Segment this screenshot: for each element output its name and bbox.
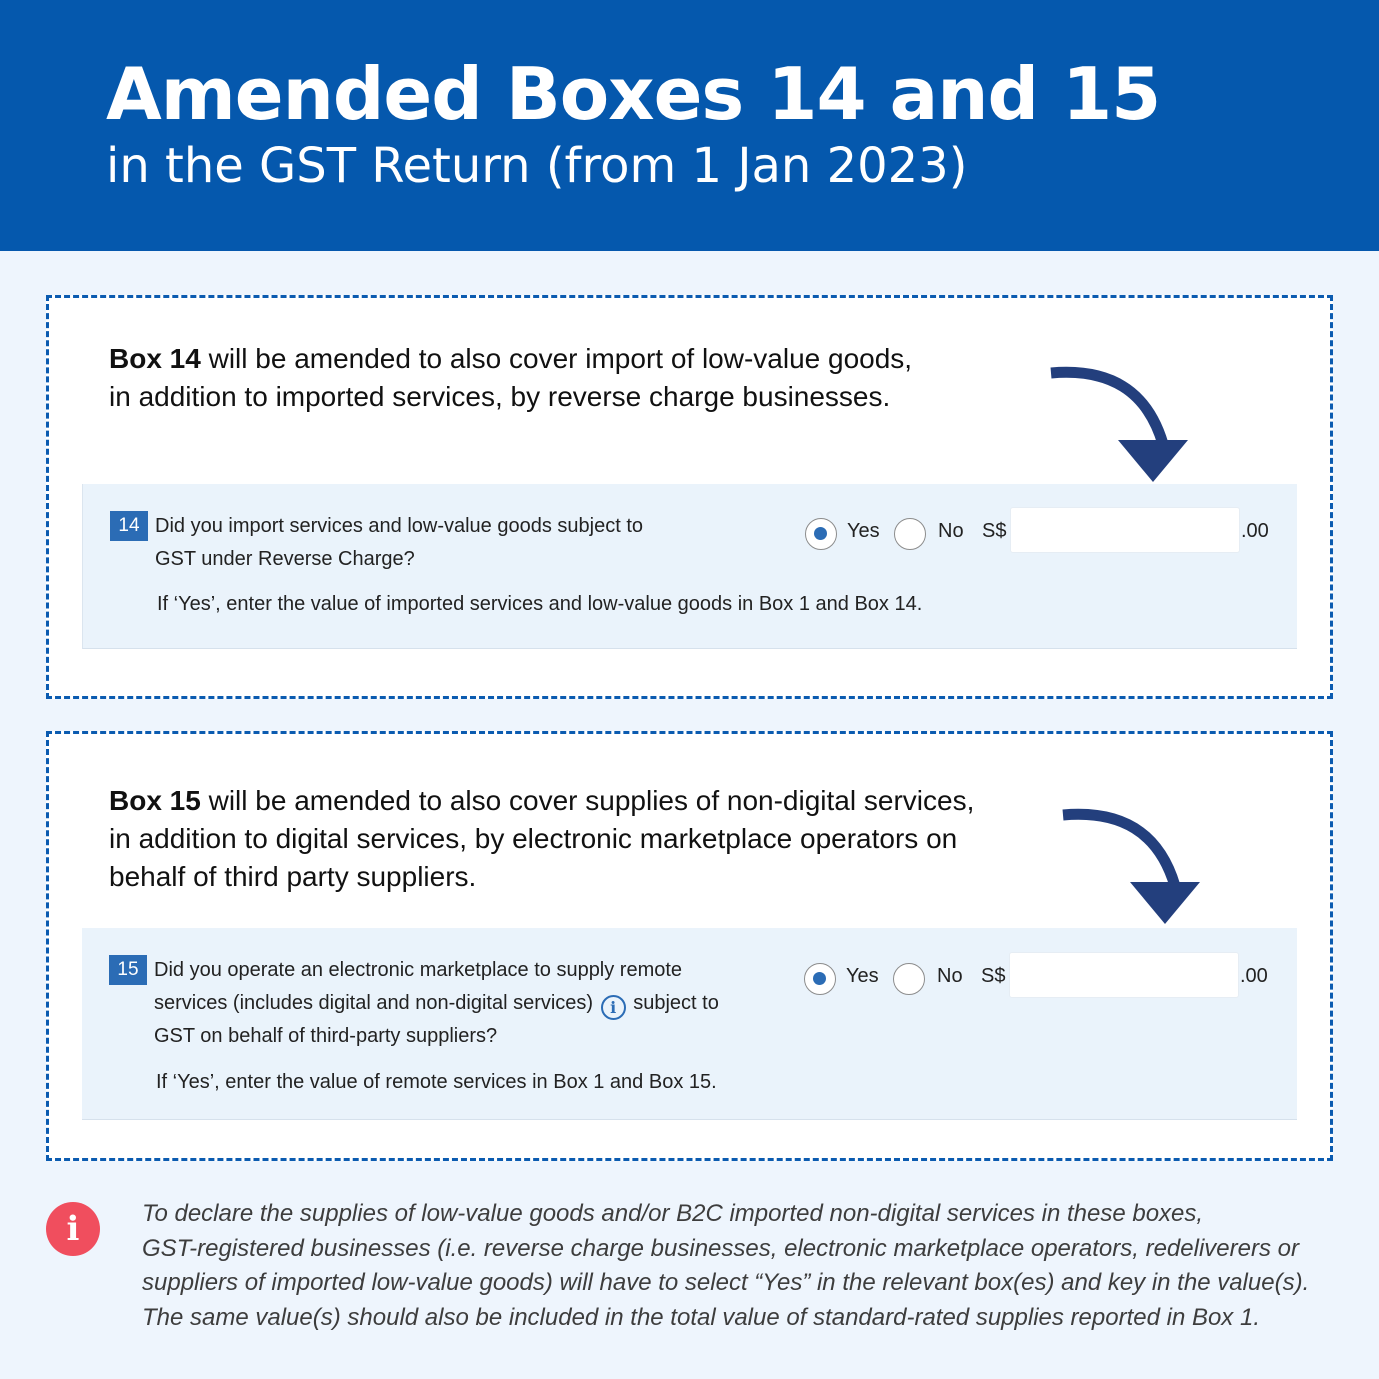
box15-question-line3: GST on behalf of third-party suppliers?	[154, 1025, 498, 1047]
footnote-line1: To declare the supplies of low-value goods and/or B2C imported non-digital services in these boxes,	[142, 1200, 1204, 1227]
box15-note: If ‘Yes’, enter the value of remote services in Box 1 and Box 15.	[156, 1071, 717, 1093]
box15-no-label[interactable]: No	[937, 965, 963, 987]
alert-info-icon: i	[46, 1202, 100, 1256]
box15-desc-line3: behalf of third party suppliers.	[109, 861, 477, 892]
box15-question-line1: Did you operate an electronic marketplace to supply remote	[154, 959, 683, 981]
box15-question	[154, 954, 719, 1053]
box15-yes-label[interactable]: Yes	[846, 965, 879, 987]
box15-value-input[interactable]	[1009, 952, 1239, 998]
footnote-line3: suppliers of imported low-value goods) will have to select “Yes” in the relevant box(es) and key in the value(s).	[142, 1269, 1310, 1296]
box15-cents-suffix: .00	[1240, 965, 1268, 987]
box14-currency-label: S$	[982, 520, 1007, 542]
box14-yes-label[interactable]: Yes	[847, 520, 880, 542]
footnote-line4: The same value(s) should also be included in the total value of standard-rated supplies reported in Box 1.	[142, 1303, 1260, 1331]
footnote-text	[142, 1197, 1342, 1335]
box15-form-row	[82, 928, 1297, 1120]
footnote-line2: GST-registered businesses (i.e. reverse charge businesses, electronic marketplace operators, redeliverers or	[142, 1234, 1299, 1262]
box15-no-radio[interactable]	[893, 963, 925, 995]
box15-desc-line2: in addition to digital services, by electronic marketplace operators on	[109, 823, 958, 854]
box14-no-label[interactable]: No	[938, 520, 964, 542]
box15-question-line2b: subject to	[633, 992, 719, 1014]
page-subtitle: in the GST Return (from 1 Jan 2023)	[106, 138, 968, 194]
box14-value-input[interactable]	[1010, 507, 1240, 553]
box14-no-radio[interactable]	[894, 518, 926, 550]
page-title: Amended Boxes 14 and 15	[106, 52, 1161, 136]
box14-desc-line1: will be amended to also cover import of low-value goods,	[200, 343, 913, 374]
box14-desc-line2: in addition to imported services, by reverse charge businesses.	[109, 381, 891, 412]
box14-question-line1: Did you import services and low-value goods subject to	[155, 515, 644, 537]
box14-question	[155, 510, 643, 576]
box15-currency-label: S$	[981, 965, 1006, 987]
curved-down-arrow-icon	[1047, 362, 1197, 487]
header-banner	[0, 0, 1379, 251]
box14-desc-bold: Box 14	[109, 343, 201, 374]
box14-note: If ‘Yes’, enter the value of imported services and low-value goods in Box 1 and Box 14.	[157, 593, 923, 615]
box14-question-line2: GST under Reverse Charge?	[155, 548, 415, 570]
box14-yes-radio[interactable]	[805, 518, 837, 550]
box15-desc-bold: Box 15	[109, 785, 201, 816]
box14-cents-suffix: .00	[1241, 520, 1269, 542]
box15-desc-line1: will be amended to also cover supplies of non-digital services,	[200, 785, 975, 816]
info-icon[interactable]: i	[601, 995, 626, 1020]
box15-number-badge: 15	[109, 955, 147, 985]
box15-question-line2a: services (includes digital and non-digital services)	[154, 992, 594, 1014]
box14-panel	[46, 295, 1333, 699]
box15-yes-radio[interactable]	[804, 963, 836, 995]
box14-description	[109, 340, 912, 416]
box15-panel	[46, 731, 1333, 1161]
box14-number-badge: 14	[110, 511, 148, 541]
curved-down-arrow-icon	[1059, 804, 1209, 929]
box14-form-row	[82, 484, 1297, 649]
box15-description	[109, 782, 974, 896]
